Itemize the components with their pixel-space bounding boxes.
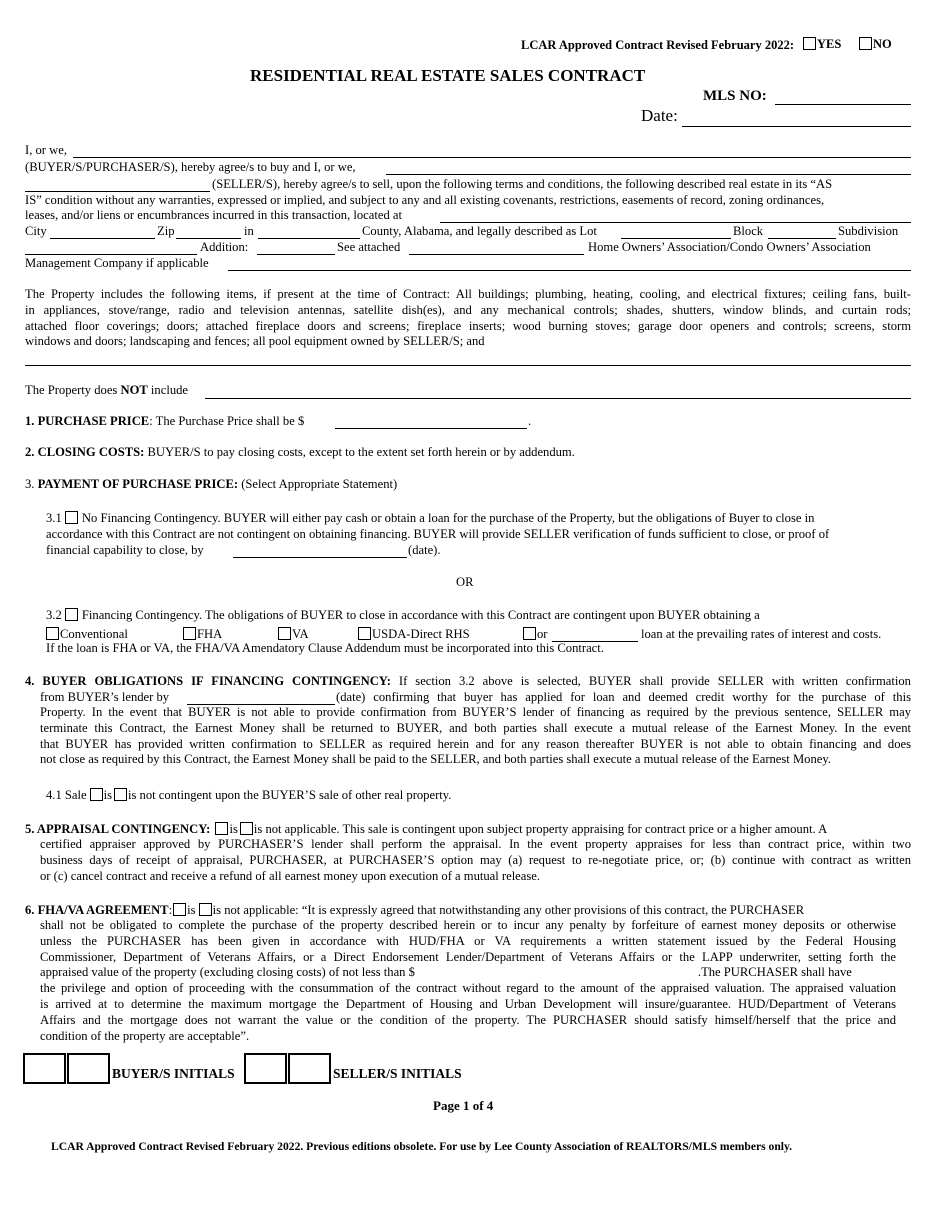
section-5-is: is bbox=[229, 822, 238, 836]
section-5-l3: business days of receipt of appraisal, PURCHASER, at PURCHASER’S option may (a) request to re-negotiate price, or; (b) continue with contract as written bbox=[40, 852, 911, 867]
in-label: in bbox=[244, 224, 254, 238]
date-label: Date: bbox=[641, 106, 678, 125]
usda-label: USDA-Direct RHS bbox=[372, 627, 470, 641]
section-6-line1 bbox=[25, 903, 804, 918]
section-3-num: 3. bbox=[25, 477, 38, 491]
va-checkbox[interactable] bbox=[278, 627, 291, 640]
subdivision-field[interactable] bbox=[25, 254, 197, 255]
addition-field[interactable] bbox=[257, 254, 335, 255]
loan-other[interactable] bbox=[523, 627, 548, 642]
page-number: Page 1 of 4 bbox=[433, 1098, 494, 1113]
section-4-l6: not close as required by this Contract, the Earnest Money shall be paid to the SELLER, and both parties shall execute a mutual release of the Earnest Money. bbox=[40, 752, 831, 767]
mls-label: MLS NO: bbox=[703, 88, 767, 104]
not-include-field[interactable] bbox=[205, 398, 911, 399]
yes-checkbox[interactable] bbox=[803, 37, 816, 50]
parties-line4: IS” condition without any warranties, expressed or implied, and subject to any and all existing covenants, restrictions, easements of record, zoning ordinances, bbox=[25, 193, 825, 207]
no-checkbox[interactable] bbox=[859, 37, 872, 50]
buyer-initials-label: BUYER/S INITIALS bbox=[112, 1066, 235, 1081]
conventional-label: Conventional bbox=[60, 627, 128, 641]
section-1 bbox=[25, 414, 304, 429]
section-6-l5 bbox=[40, 965, 896, 981]
loan-conventional[interactable] bbox=[46, 627, 128, 642]
section-2 bbox=[25, 445, 575, 460]
section-5-title: 5. APPRAISAL CONTINGENCY: bbox=[25, 822, 211, 836]
management-label: Management Company if applicable bbox=[25, 256, 209, 270]
section-6-is: is bbox=[187, 903, 196, 917]
section-5-l1: is not applicable. This sale is contingent upon subject property appraising for contract price or a higher amount. A bbox=[253, 822, 828, 836]
section-3-1-text: No Financing Contingency. BUYER will either pay cash or obtain a loan for the purchase of the Property, but the obligations of Buyer to close in bbox=[78, 511, 815, 525]
not-include-b: NOT bbox=[120, 383, 148, 397]
fhava-is-not-checkbox[interactable] bbox=[199, 903, 212, 916]
not-include-label bbox=[25, 383, 188, 398]
section-6-l1: is not applicable: “It is expressly agreed that notwithstanding any other provisions of this contract, the PURCHASER bbox=[212, 903, 805, 917]
approval-no[interactable] bbox=[859, 37, 892, 52]
section-6-l6: the privilege and option of proceeding with the consummation of the contract without regard to the amount of the appraised valuation. The appraised valuation bbox=[40, 981, 896, 996]
seller-initials-label: SELLER/S INITIALS bbox=[333, 1066, 462, 1081]
section-3-2-line1 bbox=[46, 608, 760, 623]
conventional-checkbox[interactable] bbox=[46, 627, 59, 640]
county-field[interactable] bbox=[258, 238, 360, 239]
no-label: NO bbox=[873, 37, 892, 51]
section-4-1-c: is not contingent upon the BUYER’S sale of other real property. bbox=[127, 788, 452, 802]
city-field[interactable] bbox=[50, 238, 155, 239]
section-4-1-a: 4.1 Sale bbox=[46, 788, 87, 802]
section-6-l7: is arrived at to determine the maximum mortgage the Department of Housing and Urban Development will insure/guarantee. HUD/Department of Veterans bbox=[40, 996, 896, 1011]
parties-line5: leases, and/or liens or encumbrances incurred in this transaction, located at bbox=[25, 208, 402, 222]
seller-initial-box-1[interactable] bbox=[244, 1053, 287, 1084]
section-3-1-line3b: (date). bbox=[408, 543, 441, 557]
see-attached-field[interactable] bbox=[409, 254, 584, 255]
section-3-title: PAYMENT OF PURCHASE PRICE: bbox=[37, 477, 239, 491]
parties-line1: I, or we, bbox=[25, 143, 67, 157]
financing-checkbox[interactable] bbox=[65, 608, 78, 621]
section-2-text: BUYER/S to pay closing costs, except to the extent set forth herein or by addendum. bbox=[144, 445, 575, 459]
date-field[interactable] bbox=[682, 126, 911, 127]
seller-name-field-1[interactable] bbox=[386, 174, 911, 175]
section-6-l4: Commissioner, Department of Veterans Affairs, or a Direct Endorsement Lender/Department of Veterans Affairs or the LAPP underwriter, setting forth the bbox=[40, 949, 896, 964]
includes-line4: windows and doors; landscaping and fences; all pool equipment owned by SELLER/S; and bbox=[25, 334, 485, 349]
no-financing-checkbox[interactable] bbox=[65, 511, 78, 524]
seller-name-field-2[interactable] bbox=[25, 191, 210, 192]
section-1-title: 1. PURCHASE PRICE bbox=[25, 414, 150, 428]
document-title: RESIDENTIAL REAL ESTATE SALES CONTRACT bbox=[250, 66, 646, 85]
mls-field[interactable] bbox=[775, 104, 911, 105]
includes-line1: The Property includes the following items, if present at the time of Contract: All buildings; plumbing, heating, cooling, and electrical fixtures; ceiling fans, built- bbox=[25, 287, 911, 301]
section-3-1-num: 3.1 bbox=[46, 511, 62, 525]
buyer-initial-box-1[interactable] bbox=[23, 1053, 66, 1084]
section-2-title: 2. CLOSING COSTS: bbox=[25, 445, 145, 459]
section-4-1-b: is bbox=[103, 788, 112, 802]
approval-yes[interactable] bbox=[803, 37, 841, 52]
section-3-1-line1 bbox=[46, 511, 814, 526]
section-6-l5a: appraised value of the property (excluding closing costs) of not less than $ bbox=[40, 965, 415, 980]
va-label: VA bbox=[292, 627, 309, 641]
fha-note: If the loan is FHA or VA, the FHA/VA Amendatory Clause Addendum must be incorporated into this Contract. bbox=[46, 641, 604, 655]
section-6-l5b: .The PURCHASER shall have bbox=[697, 965, 852, 980]
includes-line3: attached floor coverings; doors; attached fireplace doors and screens; fireplace inserts; wood burning stoves; garage door openers and controls; screens, storm bbox=[25, 318, 911, 333]
not-include-a: The Property does bbox=[25, 383, 121, 397]
section-1-text: : The Purchase Price shall be $ bbox=[149, 414, 305, 428]
section-3 bbox=[25, 477, 397, 492]
section-6-l9: condition of the property are acceptable”. bbox=[40, 1028, 250, 1043]
city-label: City bbox=[25, 224, 47, 238]
section-6-l3: unless the PURCHASER has been given in accordance with HUD/FHA or VA requirements a written statement issued by the Federal Housing bbox=[40, 933, 896, 948]
section-4-l1: If section 3.2 above is selected, BUYER shall provide SELLER with written confirmation bbox=[390, 674, 911, 688]
usda-checkbox[interactable] bbox=[358, 627, 371, 640]
section-6-l2: shall not be obligated to complete the purchase of the property described herein or to incur any penalty by forfeiture of earnest money deposits or otherwise bbox=[40, 918, 896, 932]
loan-fha[interactable] bbox=[183, 627, 222, 642]
loan-usda[interactable] bbox=[358, 627, 470, 642]
section-3-2-text: Financing Contingency. The obligations of BUYER to close in accordance with this Contract are contingent upon BUYER obtaining a bbox=[78, 608, 760, 622]
not-include-c: include bbox=[147, 383, 188, 397]
section-3-1-line2: accordance with this Contract are not contingent on obtaining financing. BUYER will provide SELLER verification of funds sufficient to close, or proof of bbox=[46, 527, 830, 541]
section-4-1 bbox=[46, 788, 451, 803]
section-6-title: 6. FHA/VA AGREEMENT bbox=[25, 903, 169, 917]
section-6-body bbox=[40, 918, 896, 1044]
sale-is-not-checkbox[interactable] bbox=[114, 788, 127, 801]
addition-label: Addition: bbox=[200, 240, 249, 254]
hoa-label: Home Owners’ Association/Condo Owners’ Association bbox=[588, 240, 871, 254]
zip-label: Zip bbox=[157, 224, 175, 238]
purchase-price-field[interactable] bbox=[335, 428, 527, 429]
other-loan-label: or bbox=[537, 627, 548, 641]
management-field[interactable] bbox=[228, 270, 911, 271]
funds-date-field[interactable] bbox=[233, 557, 407, 558]
section-4-title: 4. BUYER OBLIGATIONS IF FINANCING CONTINGENCY: bbox=[25, 674, 391, 688]
lot-field[interactable] bbox=[621, 238, 731, 239]
sale-is-checkbox[interactable] bbox=[90, 788, 103, 801]
section-5-body bbox=[40, 837, 911, 884]
fha-checkbox[interactable] bbox=[183, 627, 196, 640]
section-6-colon: : bbox=[168, 903, 173, 917]
other-loan-checkbox[interactable] bbox=[523, 627, 536, 640]
section-4-l5: that BUYER has provided written confirmation to SELLER as required herein and for any reason thereafter BUYER is not able to obtain financing and does bbox=[40, 736, 911, 751]
section-1-end: . bbox=[528, 414, 532, 428]
fhava-is-checkbox[interactable] bbox=[173, 903, 186, 916]
section-6-l8: Affairs and the mortgage does not warrant the value or the condition of the property. The PURCHASER should satisfy himself/herself that the price and bbox=[40, 1012, 896, 1027]
see-attached-label: See attached bbox=[337, 240, 401, 254]
buyer-initial-box-2[interactable] bbox=[67, 1053, 110, 1084]
section-4-line2a: from BUYER’s lender by bbox=[40, 690, 170, 704]
includes-line2: in appliances, stove/range, radio and television antennas, satellite dish(es), and any mechanical controls; shades, shutters, window blinds, and curtain rods; bbox=[25, 302, 911, 317]
footer-note: LCAR Approved Contract Revised February 2022. Previous editions obsolete. For use by Lee County Association of REALTORS/MLS members only. bbox=[51, 1140, 793, 1153]
approval-label: LCAR Approved Contract Revised February 2022: bbox=[521, 38, 795, 52]
section-3-1-line3a: financial capability to close, by bbox=[46, 543, 204, 557]
location-field[interactable] bbox=[440, 222, 911, 223]
section-4-line1 bbox=[25, 674, 911, 689]
section-4-l3: Property. In the event that BUYER is not able to provide confirmation from BUYER’S lender of financing as required by the previous sentence, SELLER may bbox=[40, 705, 911, 719]
block-field[interactable] bbox=[768, 238, 836, 239]
loan-va[interactable] bbox=[278, 627, 309, 642]
section-5-l4: or (c) cancel contract and receive a refund of all earnest money upon execution of a mutual release. bbox=[40, 868, 541, 883]
buyer-name-field[interactable] bbox=[73, 157, 911, 158]
section-5-l2: certified appraiser approved by PURCHASER’S lender shall perform the appraisal. In the event property appraises for less than contract price, within two bbox=[40, 837, 911, 851]
parties-line2: (BUYER/S/PURCHASER/S), hereby agree/s to buy and I, or we, bbox=[25, 160, 356, 174]
parties-line3: (SELLER/S), hereby agree/s to sell, upon the following terms and conditions, the following described real estate in its “AS bbox=[212, 177, 833, 191]
fha-label: FHA bbox=[197, 627, 223, 641]
seller-initial-box-2[interactable] bbox=[288, 1053, 331, 1084]
block-label: Block bbox=[733, 224, 764, 238]
yes-label: YES bbox=[817, 37, 842, 51]
section-5-line1 bbox=[25, 822, 827, 837]
zip-field[interactable] bbox=[176, 238, 241, 239]
section-4-line2b: (date) confirming that buyer has applied for loan and deemed credit worthy for the purchase of this bbox=[336, 690, 911, 704]
county-label: County, Alabama, and legally described as Lot bbox=[362, 224, 597, 238]
appraisal-is-checkbox[interactable] bbox=[215, 822, 228, 835]
section-4-l4: terminate this Contract, the Earnest Money shall be returned to BUYER, and both parties shall execute a mutual release of the Earnest Money. In the event bbox=[40, 720, 911, 735]
section-3-text: (Select Appropriate Statement) bbox=[238, 477, 398, 491]
section-4-body bbox=[40, 705, 911, 768]
section-3-2-num: 3.2 bbox=[46, 608, 62, 622]
includes-extra-field[interactable] bbox=[25, 365, 911, 366]
loan-text: loan at the prevailing rates of interest and costs. bbox=[641, 627, 882, 641]
subdivision-label: Subdivision bbox=[838, 224, 899, 238]
appraisal-is-not-checkbox[interactable] bbox=[240, 822, 253, 835]
includes-paragraph bbox=[25, 287, 911, 350]
or-label: OR bbox=[456, 575, 474, 589]
